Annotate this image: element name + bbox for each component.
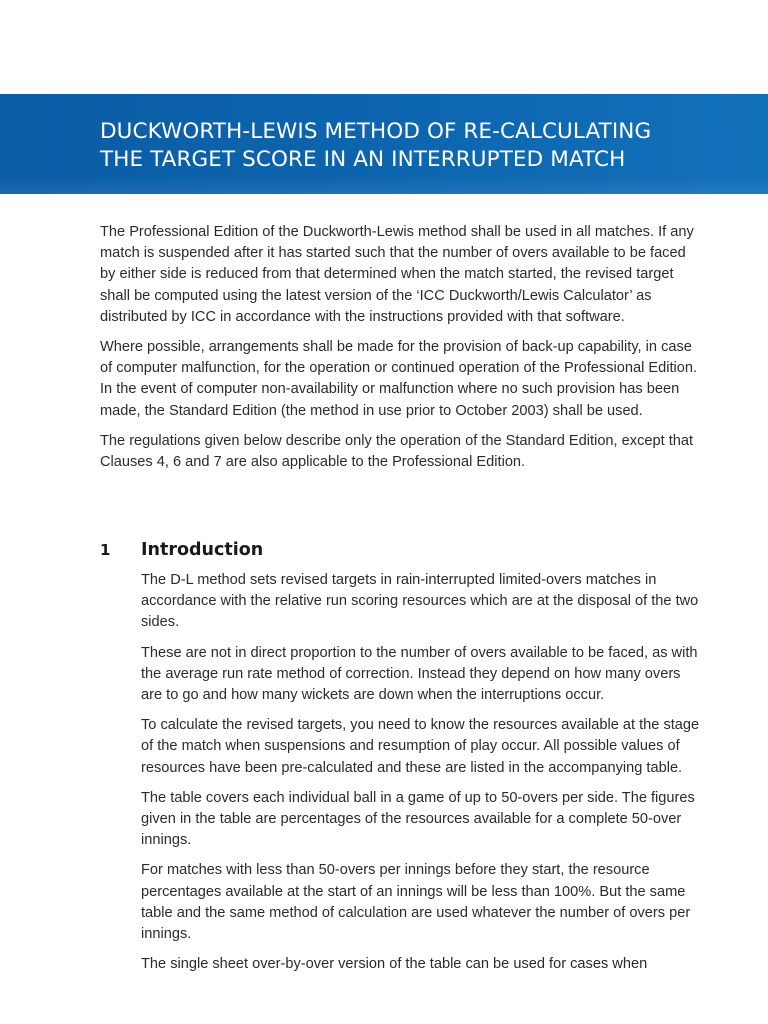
page-title-line-1: DUCKWORTH-LEWIS METHOD OF RE-CALCULATING: [100, 119, 652, 144]
section-number: 1: [100, 541, 111, 559]
intro-paragraph-3: The regulations given below describe only the operation of the Standard Edition, except that Clauses 4, 6 and 7 are also applicable to the Professional Edition.: [100, 432, 694, 471]
section-paragraph-6: The single sheet over-by-over version of the table can be used for cases when: [141, 956, 648, 973]
intro-text: [100, 222, 700, 482]
page-title-line-2: THE TARGET SCORE IN AN INTERRUPTED MATCH: [100, 147, 626, 172]
section-title: Introduction: [141, 540, 264, 560]
title-banner: [0, 94, 768, 194]
section-paragraph-5: For matches with less than 50-overs per innings before they start, the resource percentages available at the start of an innings will be less than 100%. But the same table and the same method of calculation are used whatever the number of overs per innings.: [141, 862, 691, 943]
section-paragraph-4: The table covers each individual ball in a game of up to 50-overs per side. The figures given in the table are percentages of the resources available for a complete 50-over innings.: [141, 789, 695, 849]
section-paragraph-2: These are not in direct proportion to the number of overs available to be faced, as with the average run rate method of correction. Instead they depend on how many overs are to go and how many wickets are down when the interruptions occur.: [141, 644, 698, 704]
section-paragraph-1: The D-L method sets revised targets in rain-interrupted limited-overs matches in accordance with the relative run scoring resources which are at the disposal of the two sides.: [141, 572, 699, 631]
section-paragraph-3: To calculate the revised targets, you need to know the resources available at the stage of the match when suspensions and resumption of play occur. All possible values of resources have been pre-calculated and these are listed in the accompanying table.: [141, 717, 700, 776]
intro-paragraph-1: The Professional Edition of the Duckworth-Lewis method shall be used in all matches. If any match is suspended after it has started such that the number of overs available to be faced by either side is reduced from that determined when the match started, the revised target shall be computed using the latest version of the ‘ICC Duckworth/Lewis Calculator’ as distributed by ICC in accordance with the instructions provided with that software.: [100, 224, 694, 325]
section-body: [141, 570, 701, 975]
section-heading: [100, 540, 700, 564]
intro-paragraph-2: Where possible, arrangements shall be made for the provision of back-up capability, in case of computer malfunction, for the operation or continued operation of the Professional Edition. In the event of computer non-availability or malfunction where no such provision has been made, the Standard Edition (the method in use prior to October 2003) shall be used.: [100, 339, 698, 419]
section-introduction: [100, 540, 700, 984]
page-title: [100, 118, 740, 174]
